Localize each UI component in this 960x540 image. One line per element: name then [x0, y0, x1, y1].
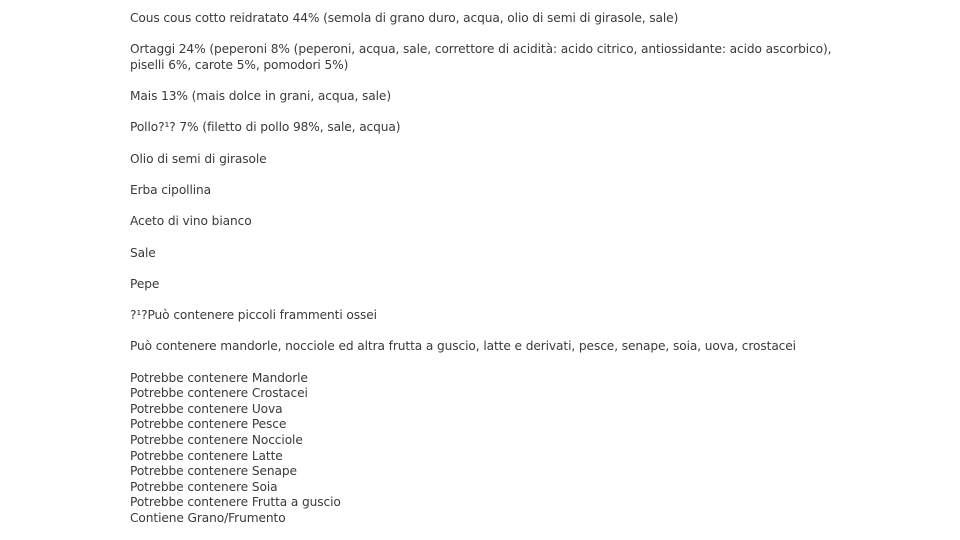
allergen-line: Potrebbe contenere Soia: [130, 479, 278, 494]
ingredient-item: [130, 246, 890, 262]
allergen-line: Potrebbe contenere Mandorle: [130, 370, 308, 385]
ingredient-item: [130, 89, 890, 105]
ingredient-line: Erba cipollina: [130, 183, 212, 197]
ingredient-line: Aceto di vino bianco: [130, 214, 252, 229]
allergen-line: Potrebbe contenere Frutta a guscio: [130, 495, 341, 510]
ingredient-item: [130, 11, 890, 27]
ingredients-document: [130, 11, 890, 527]
ingredient-item: [130, 120, 890, 136]
ingredient-line: Olio di semi di girasole: [130, 151, 267, 166]
ingredient-item: [130, 277, 890, 293]
ingredient-line: Pepe: [130, 276, 160, 291]
ingredient-item: [130, 308, 890, 324]
allergen-list: [130, 371, 890, 527]
ingredient-line: Ortaggi 24% (peperoni 8% (peperoni, acqua, sale, correttore di acidità: acido citrico, antiossidante: acido ascorbico),: [130, 42, 832, 57]
ingredient-line: Sale: [130, 245, 156, 260]
allergen-line: Potrebbe contenere Senape: [130, 464, 297, 479]
allergen-line: Potrebbe contenere Uova: [130, 401, 283, 416]
allergen-line: Potrebbe contenere Latte: [130, 448, 283, 463]
ingredient-item: [130, 183, 890, 199]
ingredient-line: piselli 6%, carote 5%, pomodori 5%): [130, 57, 349, 72]
ingredients-list: [130, 11, 890, 355]
ingredient-line: Può contenere mandorle, nocciole ed altra frutta a guscio, latte e derivati, pesce, senape, soia, uova, crostacei: [130, 339, 796, 354]
allergen-line: Potrebbe contenere Nocciole: [130, 433, 303, 448]
allergen-line: Potrebbe contenere Crostacei: [130, 386, 308, 401]
ingredient-line: Cous cous cotto reidratato 44% (semola di grano duro, acqua, olio di semi di girasole, sale): [130, 11, 679, 25]
ingredient-item: [130, 152, 890, 168]
ingredient-item: [130, 339, 890, 355]
ingredient-line: Mais 13% (mais dolce in grani, acqua, sale): [130, 89, 391, 104]
ingredient-line: Pollo?¹? 7% (filetto di pollo 98%, sale, acqua): [130, 120, 401, 135]
ingredient-item: [130, 42, 890, 73]
ingredient-line: ?¹?Può contenere piccoli frammenti ossei: [130, 308, 377, 323]
ingredient-item: [130, 214, 890, 230]
allergen-line: Potrebbe contenere Pesce: [130, 417, 287, 432]
allergen-line: Contiene Grano/Frumento: [130, 511, 286, 526]
